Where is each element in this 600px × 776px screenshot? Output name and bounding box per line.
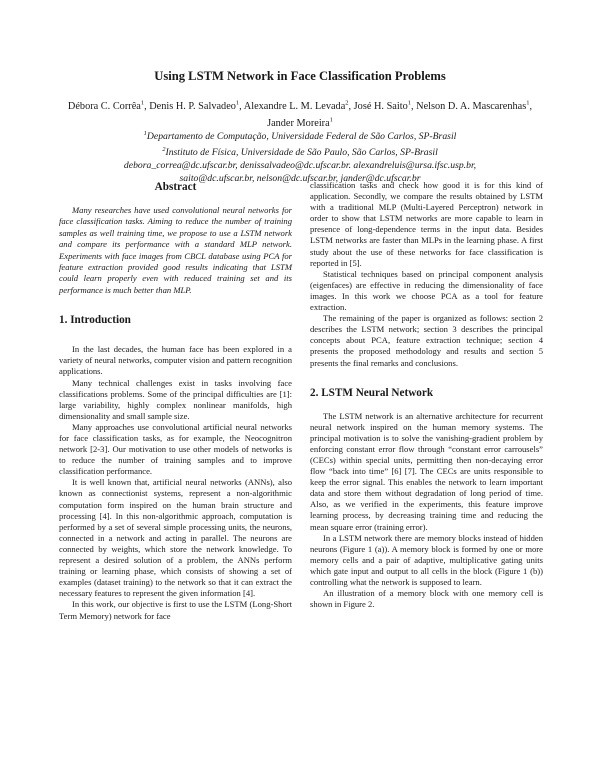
paragraph: It is well known that, artificial neural networks (ANNs), also known as connectionist systems, represent a non-algorithmic computation form inspired on the human brain structure and processing [4]. In this non-algorithmic approach, computation is performed by a set of several simple processing units, the neurons, connected in a network and acting in parallel. The neurons are connected by weights, which store the network knowledge. To represent a desired solution of a problem, the ANNs perform training or learning phase, which consists of showing a set of examples (dataset training) to the network so that it can extract the necessary features to represent the given information [4]. (59, 477, 292, 599)
left-column (59, 180, 292, 622)
author: Alexandre L. M. Levada$^2$, (243, 100, 354, 113)
paragraph: The remaining of the paper is organized as follows: section 2 describes the LSTM network; section 3 describes the principal concepts about PCA, feature extraction technique; section 4 presents the proposed methodology and results and section 5 presents the final remarks and conclusions. (310, 313, 543, 368)
email-line: debora_correa@dc.ufscar.br, denissalvadeo@dc.ufscar.br. alexandreluis@ursa.ifsc.usp.br, (123, 160, 477, 172)
affiliations (40, 128, 560, 186)
right-column (310, 180, 543, 610)
author: Nelson D. A. Mascarenhas$^1$, (416, 100, 533, 113)
paragraph: The LSTM network is an alternative architecture for recurrent neural network inspired on the human memory systems. The principal motivation is to solve the vanishing-gradient problem by enforcing constant error flow through “constant error carrousels” (CECs) within special units, permitting then non-decaying error flow “back into time” [6] [7]. The CECs are units responsible to keep the error signal. This enables the network to learn important data and store them without degradation of long period of time. Also, as we verified in the experiments, this feature improve learning process, by decreasing training time and reducing the mean square error (training error). (310, 410, 543, 532)
paragraph: Many technical challenges exist in tasks involving face classifications problems. Some of the principal difficulties are [1]: large variability, highly complex nonlinear manifolds, high dimensionality and small sample size. (59, 377, 292, 421)
author-list (56, 97, 544, 131)
paragraph: In the last decades, the human face has been explored in a variety of neural networks, computer vision and pattern recognition applications. (59, 344, 292, 377)
paragraph: In a LSTM network there are memory blocks instead of hidden neurons (Figure 1 (a)). A memory block is formed by one or more memory cells and a pair of adaptive, multiplicative gating units which gate input and output to all cells in the block (Figure 1 (b)) controlling what the network is supposed to learn. (310, 532, 543, 587)
paragraph: In this work, our objective is first to use the LSTM (Long-Short Term Memory) network for face (59, 599, 292, 621)
paragraph: Many approaches use convolutional artificial neural networks for face classification tasks, as for example, the Neocognitron network [2-3]. Our motivation to use other models of networks is to reduce the number of training samples and to improve classification performance. (59, 421, 292, 477)
affiliation: $^1$Departamento de Computação, Universidade Federal de São Carlos, SP-Brasil (143, 130, 457, 143)
abstract-text: Many researches have used convolutional neural networks for face classification tasks. Aiming to reduce the number of training samples as well training time, we propose to use a LSTM network and compare its performance with a standard MLP network. Experiments with face images from CBCL database using PCA for feature extraction provided good results indicating that LSTM could learn properly even with reduced training set and its performance is much better than MLP. (59, 205, 292, 295)
paragraph: classification tasks and check how good it is for this kind of application. Secondly, we compare the results obtained by LSTM with a traditional MLP (Multi-Layered Perceptron) network in order to show that LSTM networks are more capable to learn in presence of long-dependence terms in the input data. Besides LSTM networks are faster than MLPs in the learning phase. A first study about the use of these networks for face classification is reported in [5]. (310, 180, 543, 268)
author: Jander Moreira$^1$ (267, 116, 333, 130)
section-heading-lstm: 2. LSTM Neural Network (310, 386, 434, 399)
paragraph: Statistical techniques based on principal component analysis (eigenfaces) are effective in reducing the dimensionality of face images. In this work we choose PCA as a tool for feature extraction. (310, 268, 543, 313)
abstract-heading: Abstract (154, 181, 197, 193)
author: Débora C. Corrêa$^1$, (67, 100, 150, 113)
author: José H. Saito$^1$, (353, 100, 417, 113)
section-heading-introduction: 1. Introduction (59, 314, 131, 327)
affiliation: $^2$Instituto de Física, Universidade de São Paulo, São Carlos, SP-Brasil (162, 146, 438, 159)
paragraph: An illustration of a memory block with one memory cell is shown in Figure 2. (310, 588, 543, 610)
paper-title: Using LSTM Network in Face Classification Problems (154, 69, 446, 83)
author: Denis H. P. Salvadeo$^1$, (149, 100, 244, 113)
email-line: saito@dc.ufscar.br, nelson@dc.ufscar.br, jander@dc.ufscar.br (179, 173, 421, 185)
